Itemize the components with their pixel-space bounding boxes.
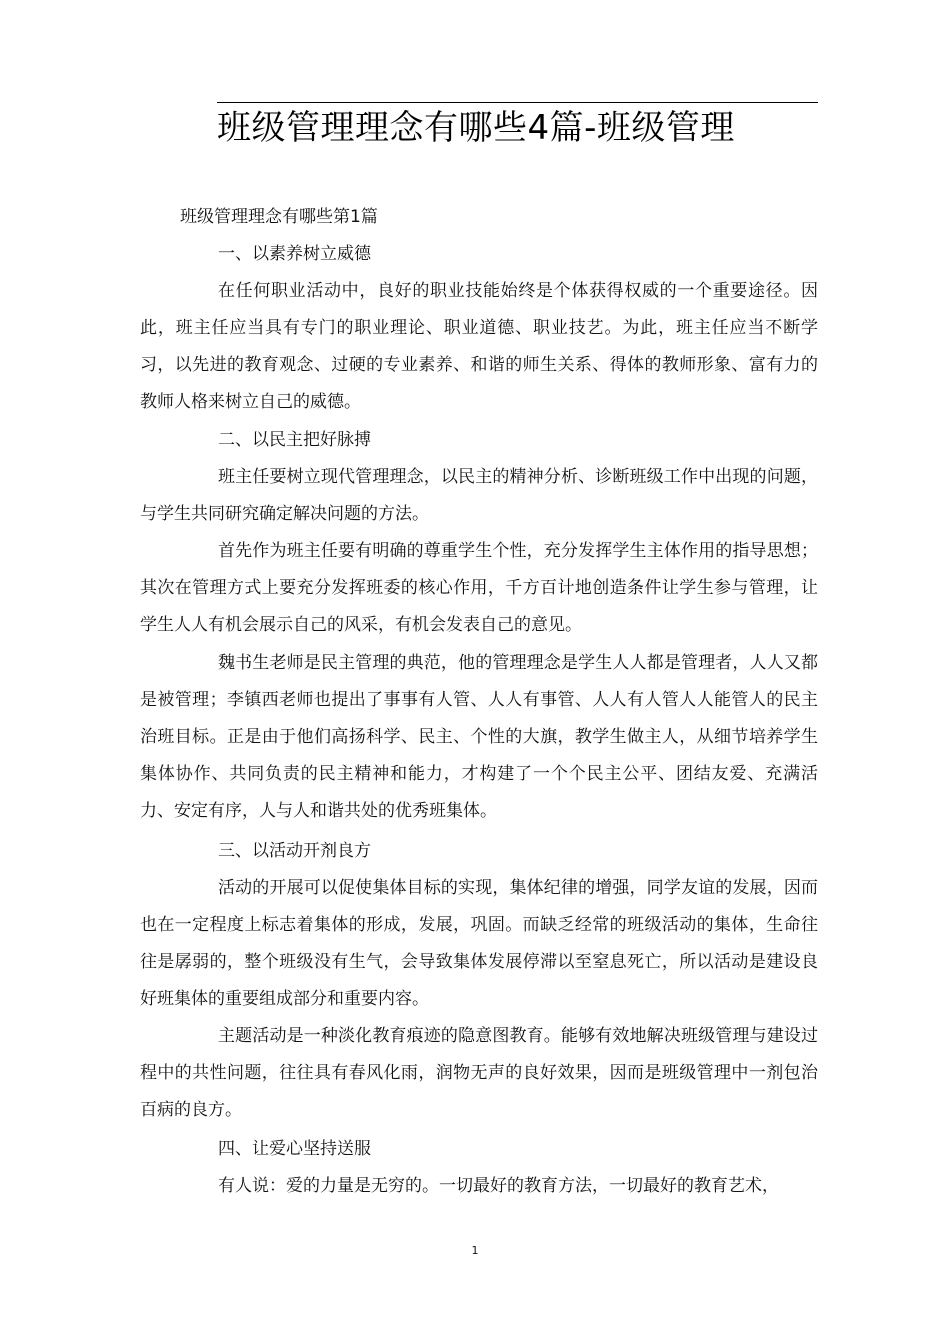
- title-rule: [217, 102, 818, 103]
- section-heading-1: 一、以素养树立威德: [218, 244, 371, 264]
- paragraph-5: 活动的开展可以促使集体目标的实现，集体纪律的增强，同学友谊的发展，因而也在一定程度上标志着集体的形成，发展，巩固。而缺乏经常的班级活动的集体，生命往往是孱弱的，整个班级没有生气，会导致集体发展停滞以至窒息死亡，所以活动是建设良好班集体的重要组成部分和重要内容。: [140, 878, 818, 1009]
- section-heading-3: 三、以活动开剂良方: [218, 841, 371, 861]
- paragraph-7: 有人说：爱的力量是无穷的。一切最好的教育方法，一切最好的教育艺术，: [218, 1176, 779, 1196]
- document-title: 班级管理理念有哪些4篇-班级管理: [217, 108, 735, 148]
- page-number: 1: [471, 1244, 479, 1257]
- paragraph-1: 在任何职业活动中，良好的职业技能始终是个体获得权威的一个重要途径。因此，班主任应当具有专门的职业理论、职业道德、职业技艺。为此，班主任应当不断学习，以先进的教育观念、过硬的专业素养、和谐的师生关系、得体的教师形象、富有力的教师人格来树立自己的威德。: [140, 281, 818, 412]
- paragraph-4: 魏书生老师是民主管理的典范，他的管理理念是学生人人都是管理者，人人又都是被管理；李镇西老师也提出了事事有人管、人人有事管、人人有人管人人能管人的民主治班目标。正是由于他们高扬科学、民主、个性的大旗，教学生做主人，从细节培养学生集体协作、共同负责的民主精神和能力，才构建了一个个民主公平、团结友爱、充满活力、安定有序，人与人和谐共处的优秀班集体。: [140, 653, 818, 821]
- paragraph-2: 班主任要树立现代管理理念，以民主的精神分析、诊断班级工作中出现的问题，与学生共同研究确定解决问题的方法。: [140, 467, 818, 524]
- document-subtitle: 班级管理理念有哪些第1篇: [180, 207, 378, 227]
- section-heading-2: 二、以民主把好脉搏: [218, 430, 371, 450]
- paragraph-3: 首先作为班主任要有明确的尊重学生个性，充分发挥学生主体作用的指导思想；其次在管理方式上要充分发挥班委的核心作用，千方百计地创造条件让学生参与管理，让学生人人有机会展示自己的风采，有机会发表自己的意见。: [140, 541, 818, 635]
- section-heading-4: 四、让爱心坚持送服: [218, 1139, 371, 1159]
- paragraph-6: 主题活动是一种淡化教育痕迹的隐意图教育。能够有效地解决班级管理与建设过程中的共性问题，往往具有春风化雨，润物无声的良好效果，因而是班级管理中一剂包治百病的良方。: [140, 1026, 818, 1120]
